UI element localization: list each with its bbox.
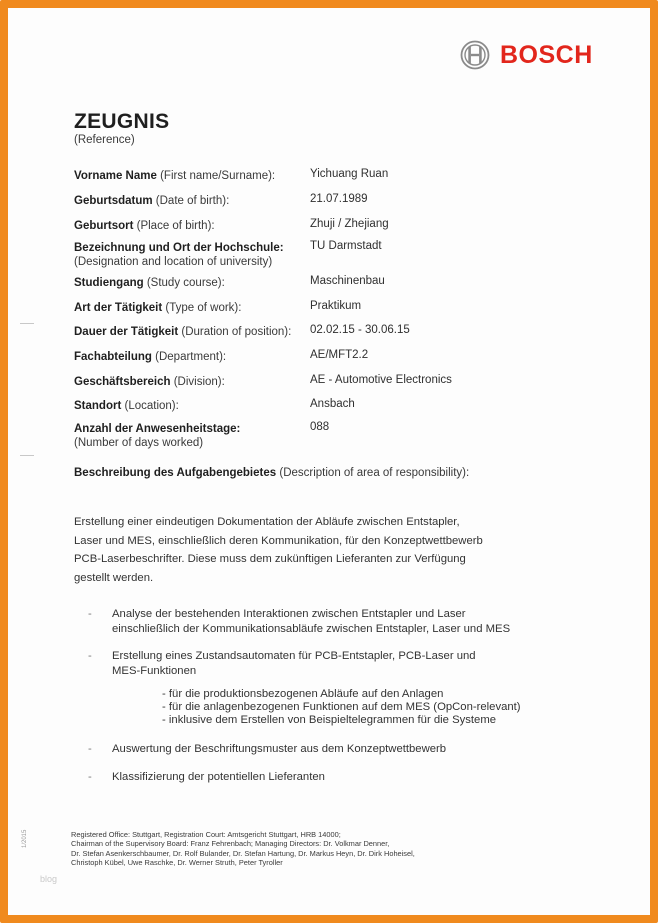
field-label-en: (Designation and location of university)	[74, 256, 273, 268]
field-label: Bezeichnung und Ort der Hochschule:	[74, 242, 284, 254]
field-label-en: (Division):	[173, 376, 225, 388]
margin-mark	[20, 455, 34, 456]
bullet-line: Auswertung der Beschriftungsmuster aus dem Konzeptwettbewerb	[112, 743, 447, 755]
bosch-logo	[460, 38, 593, 72]
field-value: TU Darmstadt	[310, 240, 382, 252]
sub-bullet: - inklusive dem Erstellen von Beispieltelegrammen für die Systeme	[162, 714, 497, 726]
field-label: Fachabteilung	[74, 351, 152, 363]
brand-name: BOSCH	[500, 40, 593, 69]
bosch-armature-icon	[460, 40, 490, 70]
bullet-dash: -	[88, 608, 92, 620]
field-label: Geburtsort	[74, 220, 134, 232]
watermark: blog	[40, 874, 58, 884]
description-heading-de: Beschreibung des Aufgabengebietes	[74, 467, 277, 479]
bullet-line: Analyse der bestehenden Interaktionen zwischen Entstapler und Laser	[112, 608, 466, 620]
paragraph-line: gestellt werden.	[74, 571, 154, 584]
bullet-line: einschließlich der Kommunikationsabläufe zwischen Entstapler, Laser und MES	[112, 623, 511, 635]
field-value: 088	[310, 421, 330, 433]
description-heading	[74, 467, 469, 479]
bullet-line: Erstellung eines Zustandsautomaten für PCB-Entstapler, PCB-Laser und	[112, 650, 476, 662]
bullet-dash: -	[88, 743, 92, 755]
field-value: Zhuji / Zhejiang	[310, 218, 389, 230]
field-label: Geschäftsbereich	[74, 376, 171, 388]
bullet-line: MES-Funktionen	[112, 665, 197, 677]
footer-line: Registered Office: Stuttgart, Registration Court: Amtsgericht Stuttgart, HRB 14000;	[71, 830, 341, 839]
field-label: Art der Tätigkeit	[74, 302, 163, 314]
margin-mark	[20, 323, 34, 324]
side-code: 1/2015	[22, 829, 28, 848]
field-label-en: (First name/Surname):	[160, 170, 276, 182]
sub-bullet: - für die produktionsbezogenen Abläufe auf den Anlagen	[162, 688, 444, 700]
field-label: Anzahl der Anwesenheitstage:	[74, 423, 241, 435]
bullet-dash: -	[88, 650, 92, 662]
paragraph-line: Erstellung einer eindeutigen Dokumentation der Abläufe zwischen Entstapler,	[74, 516, 460, 528]
field-label-en: (Department):	[155, 351, 227, 363]
field-label: Vorname Name	[74, 170, 157, 182]
field-value: Maschinenbau	[310, 275, 385, 287]
bullet-line: Klassifizierung der potentiellen Lieferanten	[112, 771, 325, 783]
field-value: AE - Automotive Electronics	[310, 374, 452, 386]
field-label: Standort	[74, 400, 122, 412]
field-label: Dauer der Tätigkeit	[74, 326, 179, 338]
footer-line: Dr. Stefan Asenkerschbaumer, Dr. Rolf Bulander, Dr. Stefan Hartung, Dr. Markus Heyn, Dr. Dirk Hoheisel,	[71, 848, 415, 858]
field-value: 21.07.1989	[310, 193, 368, 205]
field-value: Praktikum	[310, 300, 362, 312]
paragraph-line: Laser und MES, einschließlich deren Kommunikation, für den Konzeptwettbewerb	[74, 534, 483, 547]
field-value: Yichuang Ruan	[310, 168, 389, 180]
paragraph-line: PCB-Laserbeschrifter. Diese muss dem zukünftigen Lieferanten zur Verfügung	[74, 553, 466, 565]
sub-bullet: - für die anlagenbezogenen Funktionen auf dem MES (OpCon-relevant)	[162, 701, 521, 713]
description-heading-en: (Description of area of responsibility):	[279, 467, 470, 479]
field-label-en: (Location):	[124, 400, 179, 412]
field-label-en: (Number of days worked)	[74, 437, 204, 449]
sub-bullet-list	[162, 688, 521, 727]
field-label: Studiengang	[74, 277, 144, 289]
legal-footer	[71, 830, 415, 867]
bullet-dash: -	[88, 771, 92, 783]
field-label-en: (Place of birth):	[136, 220, 215, 232]
field-label: Geburtsdatum	[74, 195, 153, 207]
field-value: Ansbach	[310, 398, 355, 410]
field-label-en: (Type of work):	[165, 302, 242, 314]
field-value: AE/MFT2.2	[310, 349, 369, 361]
field-label-en: (Duration of position):	[181, 326, 292, 338]
field-label-en: (Study course):	[146, 277, 225, 289]
document-subtitle: (Reference)	[74, 134, 135, 146]
field-value: 02.02.15 - 30.06.15	[310, 324, 410, 336]
footer-line: Christoph Kübel, Uwe Raschke, Dr. Werner Struth, Peter Tyroller	[71, 857, 283, 867]
field-label-en: (Date of birth):	[155, 195, 230, 207]
document-title: ZEUGNIS	[74, 110, 170, 133]
footer-line: Chairman of the Supervisory Board: Franz Fehrenbach; Managing Directors: Dr. Volkmar Denner,	[71, 839, 390, 849]
description-paragraph	[74, 513, 534, 587]
